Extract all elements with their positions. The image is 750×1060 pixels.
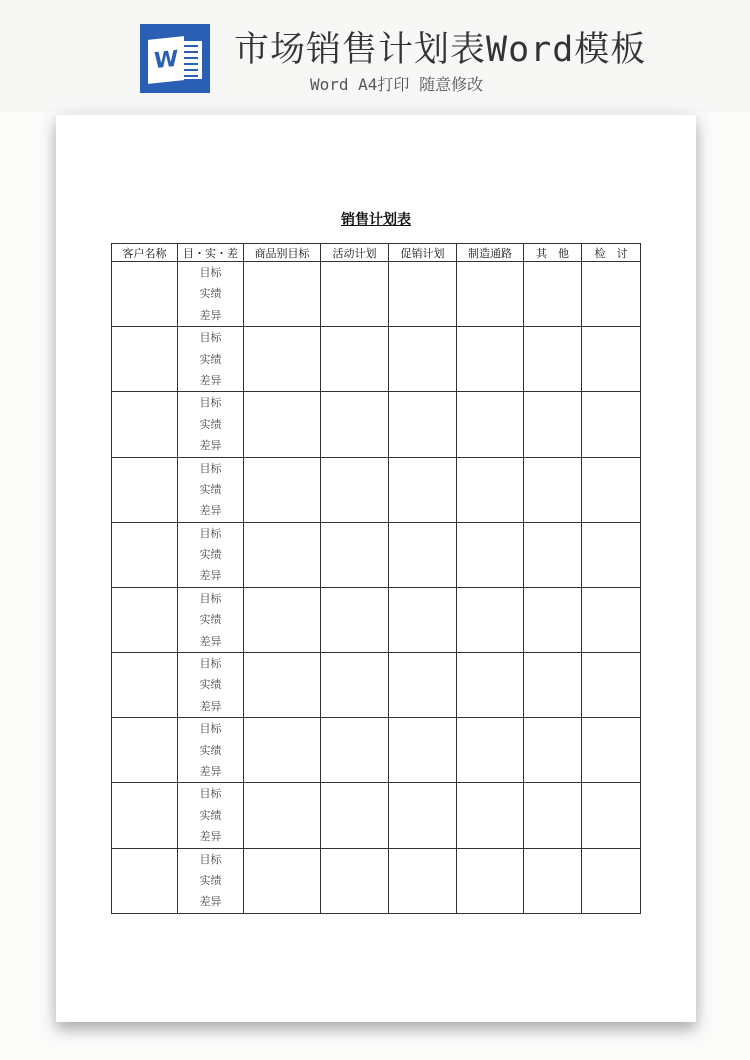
row-label: 实绩 <box>199 352 222 366</box>
table-cell[interactable] <box>389 522 457 587</box>
table-row <box>112 653 641 718</box>
row-label: 目标 <box>199 591 222 605</box>
row-label: 目标 <box>199 657 222 671</box>
table-cell[interactable] <box>389 718 457 783</box>
table-row <box>112 522 641 587</box>
row-label: 实绩 <box>199 287 222 301</box>
table-cell[interactable] <box>244 522 321 587</box>
table-cell[interactable] <box>457 848 524 913</box>
row-label: 差异 <box>199 569 222 583</box>
table-cell[interactable] <box>321 457 389 522</box>
table-cell[interactable] <box>524 848 582 913</box>
table-cell[interactable] <box>524 653 582 718</box>
row-label: 实绩 <box>199 613 222 627</box>
customer-name-cell[interactable] <box>112 392 178 457</box>
column-header: 商品别目标 <box>244 244 321 262</box>
column-header: 目・实・差 <box>178 244 244 262</box>
table-row <box>112 718 641 783</box>
table-cell[interactable] <box>321 783 389 848</box>
table-row <box>112 262 641 327</box>
row-label: 差异 <box>199 699 222 713</box>
row-label: 差异 <box>199 895 222 909</box>
customer-name-cell[interactable] <box>112 522 178 587</box>
table-cell[interactable] <box>389 783 457 848</box>
table-cell[interactable] <box>244 327 321 392</box>
document-title <box>56 209 696 229</box>
row-label: 目标 <box>199 396 222 410</box>
customer-name-cell[interactable] <box>112 327 178 392</box>
table-cell[interactable] <box>321 718 389 783</box>
row-label: 实绩 <box>199 548 222 562</box>
row-label: 差异 <box>199 439 222 453</box>
customer-name-cell[interactable] <box>112 587 178 652</box>
table-row <box>112 848 641 913</box>
row-label: 差异 <box>199 764 222 778</box>
customer-name-cell[interactable] <box>112 457 178 522</box>
table-cell[interactable] <box>524 522 582 587</box>
table-cell[interactable] <box>457 653 524 718</box>
table-cell[interactable] <box>244 718 321 783</box>
word-icon <box>140 24 210 93</box>
table-cell[interactable] <box>582 392 641 457</box>
document-page <box>56 115 696 1022</box>
table-cell[interactable] <box>457 587 524 652</box>
column-header: 其 他 <box>524 244 582 262</box>
row-label: 目标 <box>199 852 222 866</box>
table-cell[interactable] <box>524 718 582 783</box>
table-cell[interactable] <box>524 457 582 522</box>
table-cell[interactable] <box>582 718 641 783</box>
table-cell[interactable] <box>321 848 389 913</box>
table-cell[interactable] <box>244 587 321 652</box>
table-cell[interactable] <box>244 783 321 848</box>
table-cell[interactable] <box>582 783 641 848</box>
column-header: 活动计划 <box>321 244 389 262</box>
row-label: 目标 <box>199 331 222 345</box>
row-label: 差异 <box>199 308 222 322</box>
row-label: 实绩 <box>199 743 222 757</box>
table-cell[interactable] <box>524 587 582 652</box>
customer-name-cell[interactable] <box>112 718 178 783</box>
target-actual-diff-cell <box>178 392 244 457</box>
row-label: 差异 <box>199 504 222 518</box>
table-cell[interactable] <box>457 783 524 848</box>
row-label: 目标 <box>199 266 222 279</box>
target-actual-diff-cell <box>178 457 244 522</box>
table-cell[interactable] <box>457 392 524 457</box>
target-actual-diff-cell <box>178 262 244 327</box>
column-header: 制造通路 <box>457 244 524 262</box>
table-cell[interactable] <box>582 327 641 392</box>
banner-title: 市场销售计划表Word模板 <box>234 30 647 70</box>
word-logo-letter: W <box>153 46 179 74</box>
table-cell[interactable] <box>457 262 524 327</box>
customer-name-cell[interactable] <box>112 783 178 848</box>
table-row <box>112 587 641 652</box>
column-header: 检 讨 <box>582 244 641 262</box>
table-cell[interactable] <box>524 262 582 327</box>
banner-subtitle: Word A4打印 随意修改 <box>310 75 484 94</box>
target-actual-diff-cell <box>178 848 244 913</box>
table-cell[interactable] <box>244 848 321 913</box>
table-cell[interactable] <box>244 457 321 522</box>
table-cell[interactable] <box>582 848 641 913</box>
customer-name-cell[interactable] <box>112 848 178 913</box>
table-cell[interactable] <box>321 262 389 327</box>
table-cell[interactable] <box>389 262 457 327</box>
table-cell[interactable] <box>389 653 457 718</box>
row-label: 差异 <box>199 830 222 844</box>
table-cell[interactable] <box>582 653 641 718</box>
table-cell[interactable] <box>457 718 524 783</box>
table-cell[interactable] <box>389 587 457 652</box>
table-header-row <box>112 244 641 262</box>
table-cell[interactable] <box>524 327 582 392</box>
table-cell[interactable] <box>321 327 389 392</box>
table-cell[interactable] <box>457 522 524 587</box>
word-page-icon <box>148 36 184 84</box>
table-cell[interactable] <box>524 783 582 848</box>
table-cell[interactable] <box>582 457 641 522</box>
target-actual-diff-cell <box>178 783 244 848</box>
table-row <box>112 457 641 522</box>
document-title-text: 销售计划表 <box>341 212 411 228</box>
row-label: 差异 <box>199 634 222 648</box>
target-actual-diff-cell <box>178 327 244 392</box>
table-cell[interactable] <box>389 327 457 392</box>
row-label: 实绩 <box>199 482 222 496</box>
table-row <box>112 392 641 457</box>
table-row <box>112 327 641 392</box>
row-label: 实绩 <box>199 808 222 822</box>
table-cell[interactable] <box>582 262 641 327</box>
target-actual-diff-cell <box>178 718 244 783</box>
table-cell[interactable] <box>457 457 524 522</box>
row-label: 实绩 <box>199 873 222 887</box>
table-cell[interactable] <box>582 587 641 652</box>
table-cell[interactable] <box>244 392 321 457</box>
table-cell[interactable] <box>582 522 641 587</box>
column-header: 客户名称 <box>112 244 178 262</box>
column-header: 促销计划 <box>389 244 457 262</box>
target-actual-diff-cell <box>178 653 244 718</box>
row-label: 目标 <box>199 461 222 475</box>
row-label: 目标 <box>199 787 222 801</box>
row-label: 实绩 <box>199 678 222 692</box>
table-cell[interactable] <box>524 392 582 457</box>
customer-name-cell[interactable] <box>112 653 178 718</box>
row-label: 目标 <box>199 526 222 540</box>
table-cell[interactable] <box>321 653 389 718</box>
table-cell[interactable] <box>244 262 321 327</box>
table-cell[interactable] <box>244 653 321 718</box>
banner <box>0 0 750 112</box>
table-cell[interactable] <box>321 587 389 652</box>
row-label: 差异 <box>199 373 222 387</box>
customer-name-cell[interactable] <box>112 262 178 327</box>
row-label: 目标 <box>199 722 222 736</box>
target-actual-diff-cell <box>178 587 244 652</box>
table-cell[interactable] <box>457 327 524 392</box>
target-actual-diff-cell <box>178 522 244 587</box>
table-row <box>112 783 641 848</box>
table-cell[interactable] <box>389 457 457 522</box>
sales-plan-table <box>111 243 641 914</box>
row-label: 实绩 <box>199 417 222 431</box>
table-cell[interactable] <box>389 848 457 913</box>
table-cell[interactable] <box>389 392 457 457</box>
table-cell[interactable] <box>321 392 389 457</box>
table-cell[interactable] <box>321 522 389 587</box>
